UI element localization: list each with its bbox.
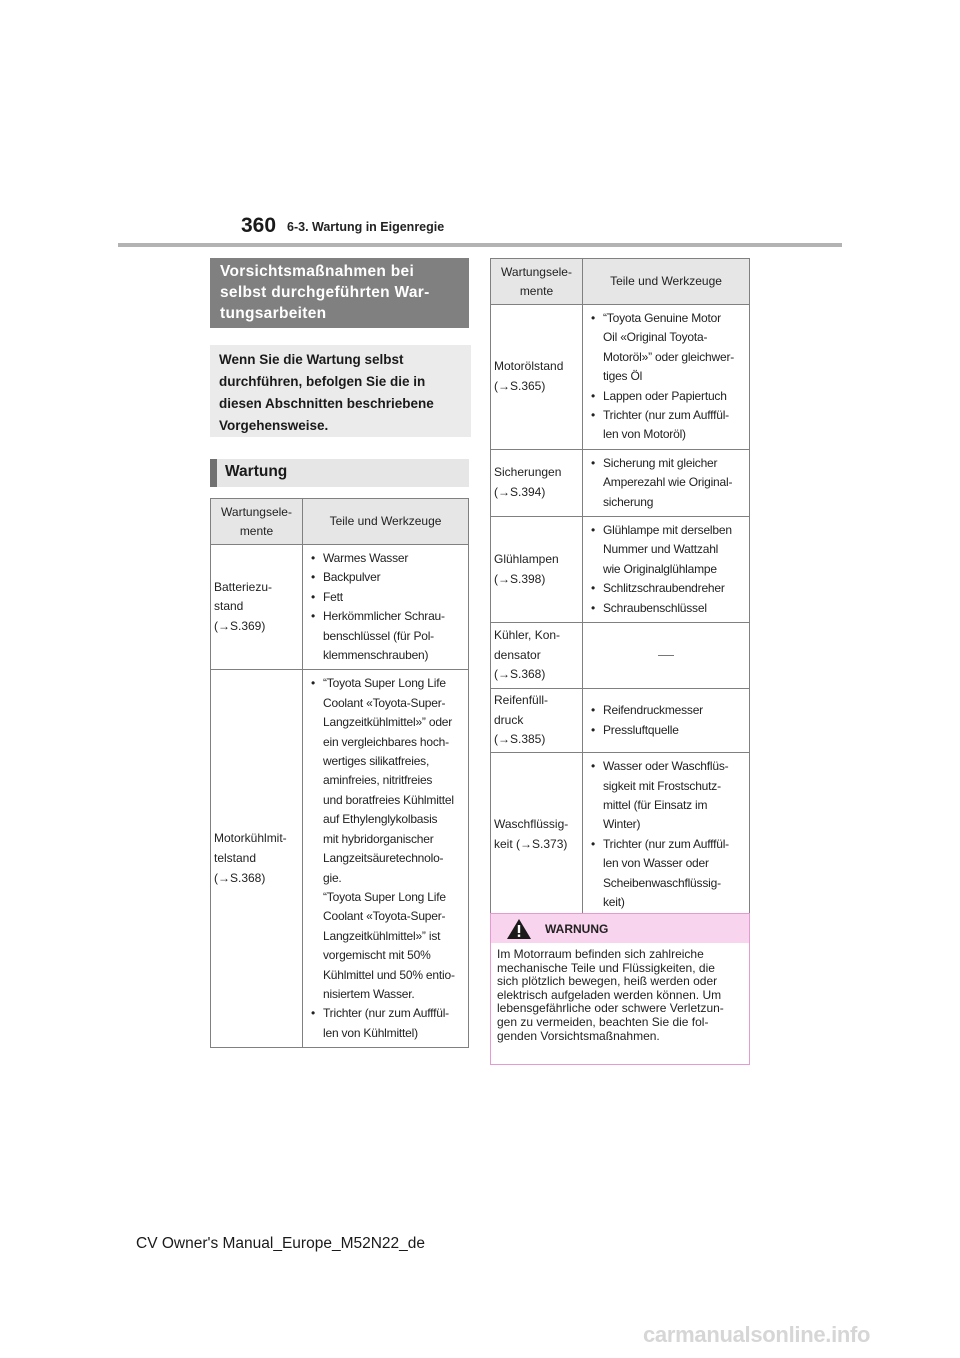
maintenance-item-cell: [211, 545, 303, 670]
tools-line: Langzeitkühlmittel»” ist: [323, 928, 441, 943]
tools-line: wertiges silikatfreies,: [323, 754, 430, 769]
tools-line: Reifendruckmesser: [603, 703, 703, 718]
tools-line: Nummer und Wattzahl: [603, 542, 719, 557]
tools-list: [307, 549, 464, 665]
tools-list: [587, 757, 745, 912]
tools-line: “Toyota Super Long Life: [323, 889, 446, 904]
tools-cell: [583, 753, 750, 917]
tools-line: Sicherung mit gleicher: [603, 455, 718, 470]
column-header-item: [491, 259, 583, 305]
table-row: [211, 670, 469, 1048]
maintenance-item-cell: [491, 623, 583, 689]
column-header-tools: Teile und Werkzeuge: [583, 259, 750, 305]
tools-line: sigkeit mit Frostschutz-: [603, 778, 721, 793]
bullet-icon: •: [591, 836, 596, 851]
tools-line: aminfreies, nitritfreies: [323, 773, 433, 788]
tools-line: klemmenschrauben): [323, 648, 429, 663]
column-header-line: mente: [519, 283, 554, 298]
tools-line: Lappen oder Papiertuch: [603, 388, 727, 403]
tools-line: Glühlampe mit derselben: [603, 523, 732, 538]
maintenance-item-line: (→S.365): [494, 378, 546, 393]
tools-line: Trichter (nur zum Aufffül-: [603, 408, 729, 423]
warning-line: mechanische Teile und Flüssigkeiten, die: [497, 960, 715, 975]
warning-title: WARNUNG: [545, 922, 609, 936]
tools-list: [587, 701, 745, 740]
bullet-icon: •: [591, 581, 596, 596]
tools-list-item: [587, 701, 745, 720]
tools-line: Pressluftquelle: [603, 722, 679, 737]
tools-line: sicherung: [603, 494, 654, 509]
tools-line: gie.: [323, 870, 342, 885]
warning-text: [491, 943, 749, 1048]
precautions-heading: [210, 258, 469, 328]
intro-line: Vorgehensweise.: [219, 418, 329, 433]
bullet-icon: •: [591, 388, 596, 403]
table-row: [491, 689, 750, 753]
bullet-icon: •: [591, 703, 596, 718]
maintenance-item-line: (→S.368): [214, 870, 266, 885]
warning-line: sich plötzlich bewegen, heiß werden oder: [497, 974, 718, 989]
tools-line: Motoröl»” oder gleichwer-: [603, 349, 735, 364]
tools-list-item: [307, 588, 464, 607]
bullet-icon: •: [311, 589, 316, 604]
precautions-heading-line: selbst durchgeführten War-: [220, 284, 430, 301]
tools-line: len von Motoröl): [603, 427, 686, 442]
tools-list-item: [307, 1004, 464, 1043]
bullet-icon: •: [591, 455, 596, 470]
tools-line: Fett: [323, 589, 343, 604]
warning-line: elektrisch aufgeladen werden können. Um: [497, 987, 722, 1002]
empty-dash: [658, 655, 674, 656]
maintenance-item-line: stand: [214, 599, 244, 614]
maintenance-item-line: Motorkühlmit-: [214, 831, 287, 846]
tools-line: Scheibenwaschflüssig-: [603, 875, 721, 890]
section-label: 6-3. Wartung in Eigenregie: [287, 220, 445, 234]
warning-line: gen zu vermeiden, beachten Sie die fol-: [497, 1014, 709, 1029]
tools-cell: [303, 545, 469, 670]
header-divider: [118, 243, 842, 247]
table-row: [491, 517, 750, 623]
bullet-icon: •: [591, 523, 596, 538]
bullet-icon: •: [591, 722, 596, 737]
maintenance-item-cell: [491, 689, 583, 753]
tools-list-item: [307, 549, 464, 568]
maintenance-item-line: Waschflüssig-: [494, 817, 569, 832]
tools-list-item: [587, 521, 745, 579]
table-row: [491, 623, 750, 689]
tools-line: vorgemischt mit 50%: [323, 948, 431, 963]
bullet-icon: •: [311, 570, 316, 585]
tools-line: keit): [603, 894, 625, 909]
tools-line: tiges Öl: [603, 369, 643, 384]
maintenance-item-line: Reifenfüll-: [494, 693, 549, 708]
warning-header: [491, 914, 749, 943]
maintenance-item-line: densator: [494, 647, 541, 662]
maintenance-item-line: Motorölstand: [494, 359, 564, 374]
column-header-tools: Teile und Werkzeuge: [303, 499, 469, 545]
tools-list-item: [307, 674, 464, 1004]
tools-line: Warmes Wasser: [323, 551, 409, 565]
column-header-line: Wartungsele-: [221, 504, 292, 519]
intro-line: durchführen, befolgen Sie die in: [219, 374, 426, 389]
maintenance-item-line: (→S.368): [494, 667, 546, 682]
tools-line: Langzeitsäuretechnolo-: [323, 851, 444, 866]
bullet-icon: •: [591, 600, 596, 615]
table-row: [491, 449, 750, 516]
tools-line: benschlüssel (für Pol-: [323, 628, 434, 643]
tools-line: Backpulver: [323, 570, 381, 585]
maintenance-item-cell: [211, 670, 303, 1048]
maintenance-item-cell: [491, 517, 583, 623]
tools-list: [587, 454, 745, 512]
maintenance-item-line: druck: [494, 712, 524, 727]
tools-line: und boratfreies Kühlmittel: [323, 792, 454, 807]
table-row: [211, 545, 469, 670]
tools-list-item: [587, 387, 745, 406]
tools-line: Coolant «Toyota-Super-: [323, 909, 446, 924]
bullet-icon: •: [311, 609, 316, 624]
tools-list: [587, 309, 745, 445]
warning-line: genden Vorsichtsmaßnahmen.: [497, 1028, 660, 1043]
tools-cell: [583, 305, 750, 450]
maintenance-item-line: (→S.369): [214, 619, 266, 634]
tools-list-item: [587, 406, 745, 445]
column-header-line: Wartungsele-: [501, 264, 572, 279]
bullet-icon: •: [311, 551, 316, 565]
tools-line: Winter): [603, 817, 641, 832]
tools-cell: [583, 623, 750, 689]
page-number: 360: [241, 214, 277, 237]
tools-list-item: [307, 568, 464, 587]
tools-line: Amperezahl wie Original-: [603, 475, 733, 490]
maintenance-item-cell: [491, 305, 583, 450]
tools-line: len von Wasser oder: [603, 856, 709, 871]
tools-line: Trichter (nur zum Aufffül-: [323, 1006, 449, 1021]
tools-line: Schlitzschraubendreher: [603, 581, 725, 596]
tools-list-item: [587, 599, 745, 618]
maintenance-item-line: keit (→S.373): [494, 836, 568, 851]
maintenance-item-cell: [491, 449, 583, 516]
tools-list-item: [587, 579, 745, 598]
tools-line: “Toyota Genuine Motor: [603, 311, 721, 325]
bullet-icon: •: [311, 676, 316, 691]
tools-list-item: [587, 757, 745, 835]
tools-line: nisiertem Wasser.: [323, 986, 415, 1001]
tools-cell: [583, 517, 750, 623]
tools-line: Langzeitkühlmittel»” oder: [323, 715, 453, 730]
tools-line: Herkömmlicher Schrau-: [323, 609, 445, 624]
warning-line: Im Motorraum befinden sich zahlreiche: [497, 947, 704, 961]
precautions-heading-line: tungsarbeiten: [220, 305, 327, 322]
tools-list-item: [587, 835, 745, 913]
tools-line: len von Kühlmittel): [323, 1025, 418, 1040]
maintenance-table-right: [490, 258, 750, 917]
tools-line: Schraubenschlüssel: [603, 600, 707, 615]
footer-manual-id: CV Owner's Manual_Europe_M52N22_de: [136, 1235, 426, 1252]
maintenance-item-line: (→S.398): [494, 571, 546, 586]
tools-line: auf Ethylenglykolbasis: [323, 812, 438, 827]
tools-list-item: [587, 309, 745, 387]
tools-cell: [583, 449, 750, 516]
bullet-icon: •: [591, 408, 596, 423]
maintenance-item-cell: [491, 753, 583, 917]
bullet-icon: •: [591, 311, 596, 325]
warning-triangle-icon: [506, 918, 532, 940]
tools-line: wie Originalglühlampe: [603, 561, 717, 576]
maintenance-heading: Wartung: [210, 459, 469, 487]
maintenance-item-line: Sicherungen: [494, 465, 562, 480]
tools-list-item: [587, 721, 745, 740]
tools-line: mit hybridorganischer: [323, 831, 434, 846]
column-header-item: [211, 499, 303, 545]
table-row: [491, 305, 750, 450]
column-header-line: mente: [239, 523, 274, 538]
tools-list-item: [587, 454, 745, 512]
maintenance-item-line: (→S.394): [494, 484, 546, 499]
tools-cell: [303, 670, 469, 1048]
tools-list: [587, 521, 745, 618]
warning-box: [490, 913, 750, 1065]
watermark-text: carmanualsonline.info: [643, 1322, 871, 1347]
maintenance-item-line: Batteriezu-: [214, 579, 273, 594]
intro-text-box: [210, 345, 471, 437]
table-row: [491, 753, 750, 917]
maintenance-table-left: [210, 498, 469, 1048]
tools-line: Oil «Original Toyota-: [603, 330, 708, 345]
tools-line: mittel (für Einsatz im: [603, 797, 708, 812]
tools-line: ein vergleichbares hoch-: [323, 734, 449, 749]
bullet-icon: •: [311, 1006, 316, 1021]
tools-line: “Toyota Super Long Life: [323, 676, 446, 691]
tools-line: Coolant «Toyota-Super-: [323, 695, 446, 710]
maintenance-item-line: Glühlampen: [494, 551, 559, 566]
tools-line: Trichter (nur zum Aufffül-: [603, 836, 729, 851]
tools-list-item: [307, 607, 464, 665]
tools-line: Kühlmittel und 50% entio-: [323, 967, 455, 982]
intro-line: diesen Abschnitten beschriebene: [219, 396, 434, 411]
tools-line: Wasser oder Waschflüs-: [603, 759, 729, 774]
maintenance-item-line: (→S.385): [494, 732, 546, 747]
warning-line: lebensgefährliche oder schwere Verletzun-: [497, 1001, 724, 1016]
tools-cell: [583, 689, 750, 753]
intro-line: Wenn Sie die Wartung selbst: [219, 352, 404, 367]
maintenance-item-line: Kühler, Kon-: [494, 628, 561, 643]
bullet-icon: •: [591, 759, 596, 774]
maintenance-item-line: telstand: [214, 851, 257, 865]
tools-list: [307, 674, 464, 1043]
precautions-heading-line: Vorsichtsmaßnahmen bei: [220, 263, 415, 280]
